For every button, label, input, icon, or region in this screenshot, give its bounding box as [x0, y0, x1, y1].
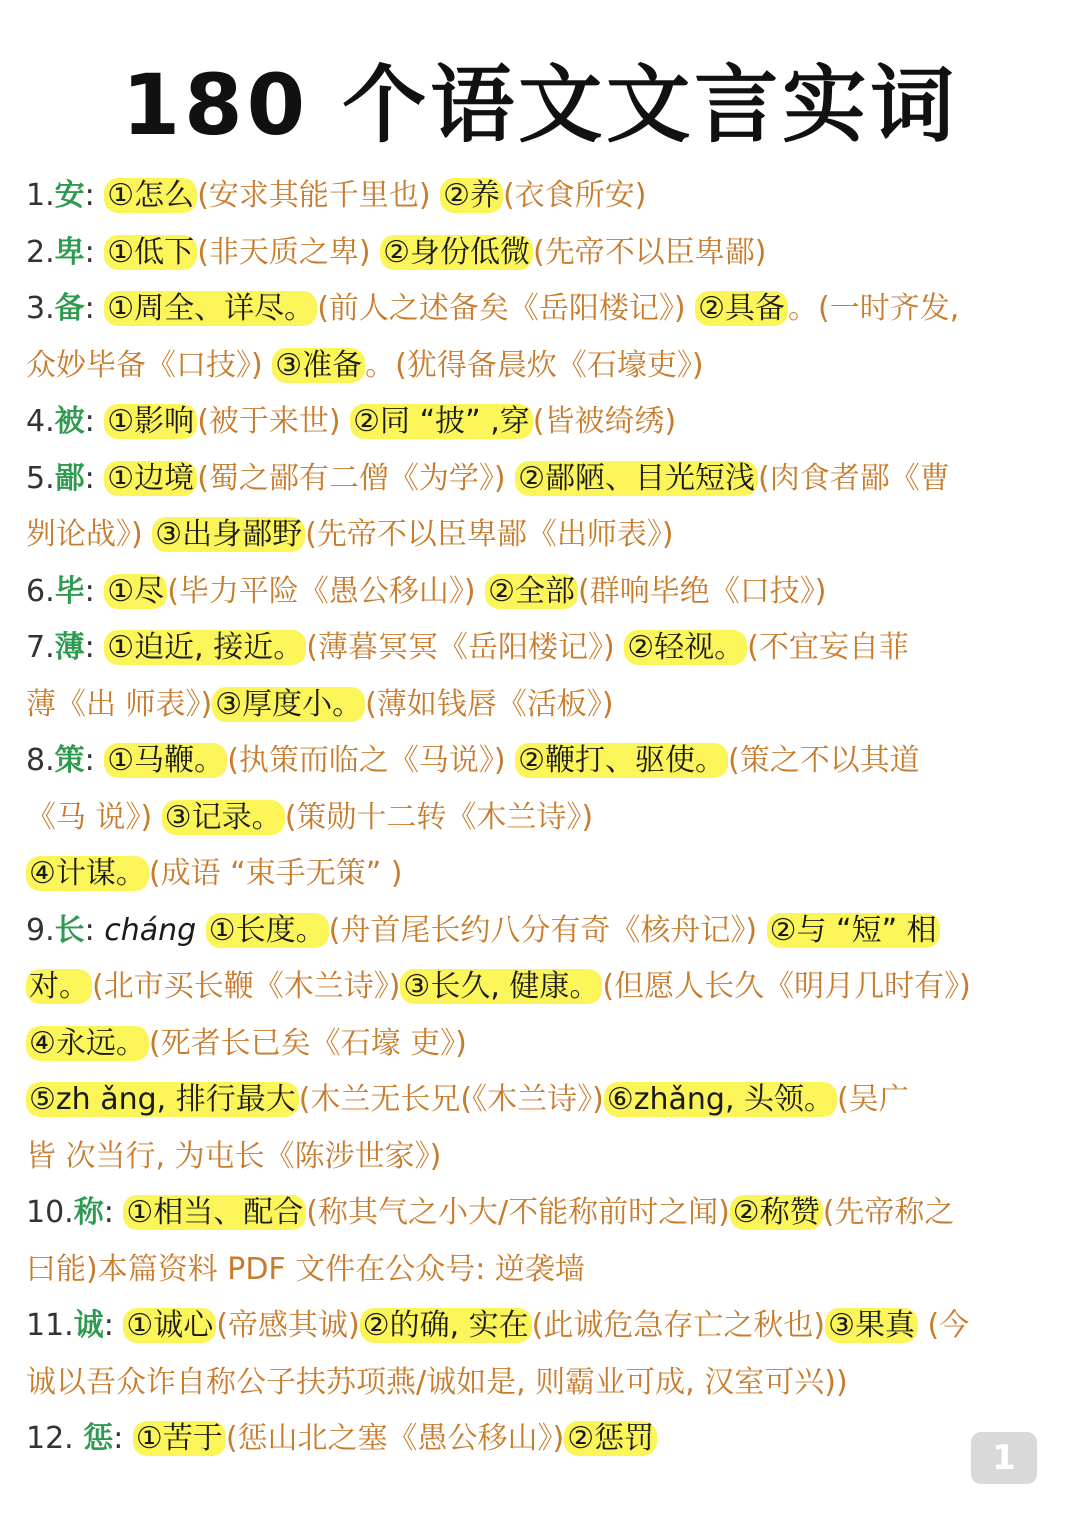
example-text: (北市买长鞭《木兰诗》): [92, 969, 401, 1004]
text-line: [26, 451, 1056, 508]
meaning-highlight: ②称赞: [730, 1195, 823, 1230]
example-text: (帝感其诚): [216, 1308, 360, 1343]
entry-number: 8.: [26, 743, 55, 778]
meaning-highlight: ②鞭打、驱使。: [515, 743, 728, 778]
text-line: [26, 733, 1056, 790]
meaning-highlight: ④永远。: [26, 1026, 149, 1061]
meaning-highlight: ④计谋。: [26, 856, 149, 891]
entry-word: 备: [54, 291, 85, 326]
example-text: (安求其能千里也): [197, 178, 441, 213]
example-text: (吴广: [837, 1082, 909, 1117]
example-text: (执策而临之《马说》): [227, 743, 516, 778]
meaning-highlight: ①低下: [104, 235, 197, 270]
entry-number: :: [113, 1421, 133, 1456]
entry-number: :: [84, 573, 105, 609]
meaning-highlight: ⑤zh ǎng, 排行最大: [26, 1082, 299, 1117]
meaning-highlight: ③准备: [272, 348, 365, 383]
entry-word: 被: [54, 404, 85, 439]
entry-number: 10.: [26, 1195, 74, 1230]
meaning-highlight: 对。: [26, 969, 92, 1004]
entry-number: 4.: [26, 404, 55, 439]
entry-number: 6.: [26, 573, 55, 609]
entry-word: 安: [54, 178, 85, 213]
text-line: [26, 338, 1056, 395]
meaning-highlight: ②惩罚: [564, 1421, 657, 1456]
text-line: [26, 1129, 1056, 1186]
entry-number: :: [84, 460, 105, 496]
text-line: [26, 1411, 1056, 1468]
example-text: (先帝不以臣卑鄙《出师表》): [305, 517, 674, 552]
meaning-highlight: ①迫近, 接近。: [104, 630, 306, 665]
entry-number: :: [84, 404, 105, 439]
entry-number: :: [84, 630, 105, 665]
example-text: (称其气之小大/不能称前时之闻): [306, 1195, 730, 1230]
entry-number: :: [84, 912, 105, 948]
meaning-highlight: ③厚度小。: [212, 687, 365, 722]
text-line: [26, 677, 1056, 734]
example-text: (成语 “束手无策” ): [148, 856, 403, 891]
text-line: [26, 507, 1056, 564]
example-text: (薄如钱唇《活板》): [365, 686, 614, 722]
text-line: [26, 225, 1056, 282]
entry-word: 毕: [54, 573, 85, 609]
example-text: (皆被绮绣): [532, 404, 677, 439]
text-line: [26, 1016, 1056, 1073]
text-line: [26, 564, 1056, 621]
entry-word: 鄙: [54, 460, 85, 496]
word-list: [26, 168, 1056, 1468]
example-text: (肉食者鄙《曹: [758, 460, 950, 496]
text-line: [26, 394, 1056, 451]
entry-number: :: [84, 743, 105, 778]
meaning-highlight: ①影响: [104, 404, 197, 439]
example-text: (非天质之卑): [197, 234, 381, 270]
example-text: 。(一时齐发,: [788, 291, 960, 326]
text-line: [26, 1298, 1056, 1355]
meaning-highlight: ②同 “披” ,穿: [350, 404, 533, 439]
text-line: [26, 1242, 1056, 1299]
entry-number: :: [84, 234, 105, 270]
text-line: [26, 620, 1056, 677]
text-line: [26, 903, 1056, 960]
entry-number: :: [84, 291, 105, 326]
example-text: 诚以吾众诈自称公子扶苏项燕/诚如是, 则霸业可成, 汉室可兴)): [26, 1364, 848, 1400]
entry-word: 薄: [54, 630, 85, 665]
text-line: [26, 1355, 1056, 1412]
entry-number: 1.: [26, 178, 55, 213]
meaning-highlight: ②轻视。: [624, 630, 747, 665]
example-text: (惩山北之塞《愚公移山》): [225, 1421, 565, 1456]
entry-word: 诚: [73, 1308, 104, 1343]
page-title: 180 个语文文言实词: [121, 56, 959, 154]
example-text: 刿论战》): [26, 517, 153, 552]
meaning-highlight: ①周全、详尽。: [104, 291, 317, 326]
text-line: [26, 959, 1056, 1016]
example-text: (蜀之鄙有二僧《为学》): [197, 460, 516, 496]
pinyin: cháng: [104, 912, 206, 948]
text-line: [26, 1185, 1056, 1242]
entry-number: 12.: [26, 1421, 84, 1456]
example-text: (先帝称之: [822, 1195, 955, 1230]
example-text: (不宜妄自菲: [747, 630, 909, 665]
entry-number: 7.: [26, 630, 55, 665]
example-text: (死者长已矣《石壕 吏》): [148, 1025, 467, 1061]
meaning-highlight: ①尽: [104, 574, 167, 609]
text-line: [26, 168, 1056, 225]
entry-number: 11.: [26, 1308, 74, 1343]
meaning-highlight: ①诚心: [123, 1308, 216, 1343]
example-text: 曰能)本篇资料 PDF 文件在公众号: 逆袭墙: [26, 1251, 585, 1287]
example-text: (但愿人长久《明月几时有》): [602, 969, 971, 1004]
meaning-highlight: ②具备: [695, 291, 788, 326]
entry-word: 长: [54, 912, 85, 948]
example-text: 。(犹得备晨炊《石壕吏》): [365, 347, 704, 383]
example-text: (木兰无长兄(《木兰诗》): [298, 1082, 604, 1117]
example-text: 薄《出 师表》): [26, 686, 213, 722]
example-text: (此诚危急存亡之秋也): [531, 1308, 826, 1343]
meaning-highlight: ②养: [440, 178, 503, 213]
example-text: (衣食所安): [503, 178, 647, 213]
example-text: (毕力平险《愚公移山》): [167, 573, 486, 609]
example-text: (先帝不以臣卑鄙): [533, 234, 767, 270]
meaning-highlight: ①怎么: [104, 178, 197, 213]
example-text: (被于来世): [197, 404, 351, 439]
meaning-highlight: ②全部: [485, 574, 578, 609]
entry-number: :: [84, 178, 105, 213]
entry-word: 惩: [83, 1421, 114, 1456]
meaning-highlight: ③记录。: [162, 800, 285, 835]
example-text: (策之不以其道: [728, 743, 920, 778]
meaning-highlight: ①相当、配合: [123, 1195, 306, 1230]
entry-word: 卑: [54, 234, 85, 270]
example-text: (前人之述备矣《岳阳楼记》): [317, 291, 696, 326]
example-text: (群响毕绝《口技》): [578, 573, 827, 609]
example-text: (今: [918, 1308, 970, 1343]
text-line: [26, 281, 1056, 338]
meaning-highlight: ③出身鄙野: [152, 517, 305, 552]
example-text: 皆 次当行, 为屯长《陈涉世家》): [26, 1138, 442, 1174]
entry-number: 9.: [26, 912, 55, 948]
meaning-highlight: ⑥zhǎng, 头领。: [604, 1082, 837, 1117]
page-number-badge: 1: [971, 1432, 1037, 1484]
meaning-highlight: ②鄙陋、目光短浅: [515, 461, 758, 496]
meaning-highlight: ②的确, 实在: [360, 1308, 532, 1343]
entry-number: 3.: [26, 291, 55, 326]
entry-number: :: [103, 1195, 124, 1230]
example-text: (薄暮冥冥《岳阳楼记》): [306, 630, 625, 665]
meaning-highlight: ②与 “短” 相: [767, 913, 940, 948]
example-text: (舟首尾长约八分有奇《核舟记》): [328, 912, 767, 948]
example-text: 众妙毕备《口技》): [26, 347, 273, 383]
meaning-highlight: ①长度。: [206, 913, 329, 948]
text-line: [26, 846, 1056, 903]
entry-word: 称: [73, 1195, 104, 1230]
entry-number: 2.: [26, 234, 55, 270]
meaning-highlight: ①苦于: [133, 1421, 226, 1456]
meaning-highlight: ②身份低微: [380, 235, 533, 270]
entry-number: 5.: [26, 460, 55, 496]
meaning-highlight: ①马鞭。: [104, 743, 227, 778]
meaning-highlight: ③长久, 健康。: [400, 969, 602, 1004]
meaning-highlight: ①边境: [104, 461, 197, 496]
entry-number: :: [103, 1308, 124, 1343]
text-line: [26, 790, 1056, 847]
example-text: 《马 说》): [26, 799, 162, 835]
entry-word: 策: [54, 743, 85, 778]
meaning-highlight: ③果真: [825, 1308, 918, 1343]
example-text: (策勋十二转《木兰诗》): [284, 799, 594, 835]
text-line: [26, 1072, 1056, 1129]
